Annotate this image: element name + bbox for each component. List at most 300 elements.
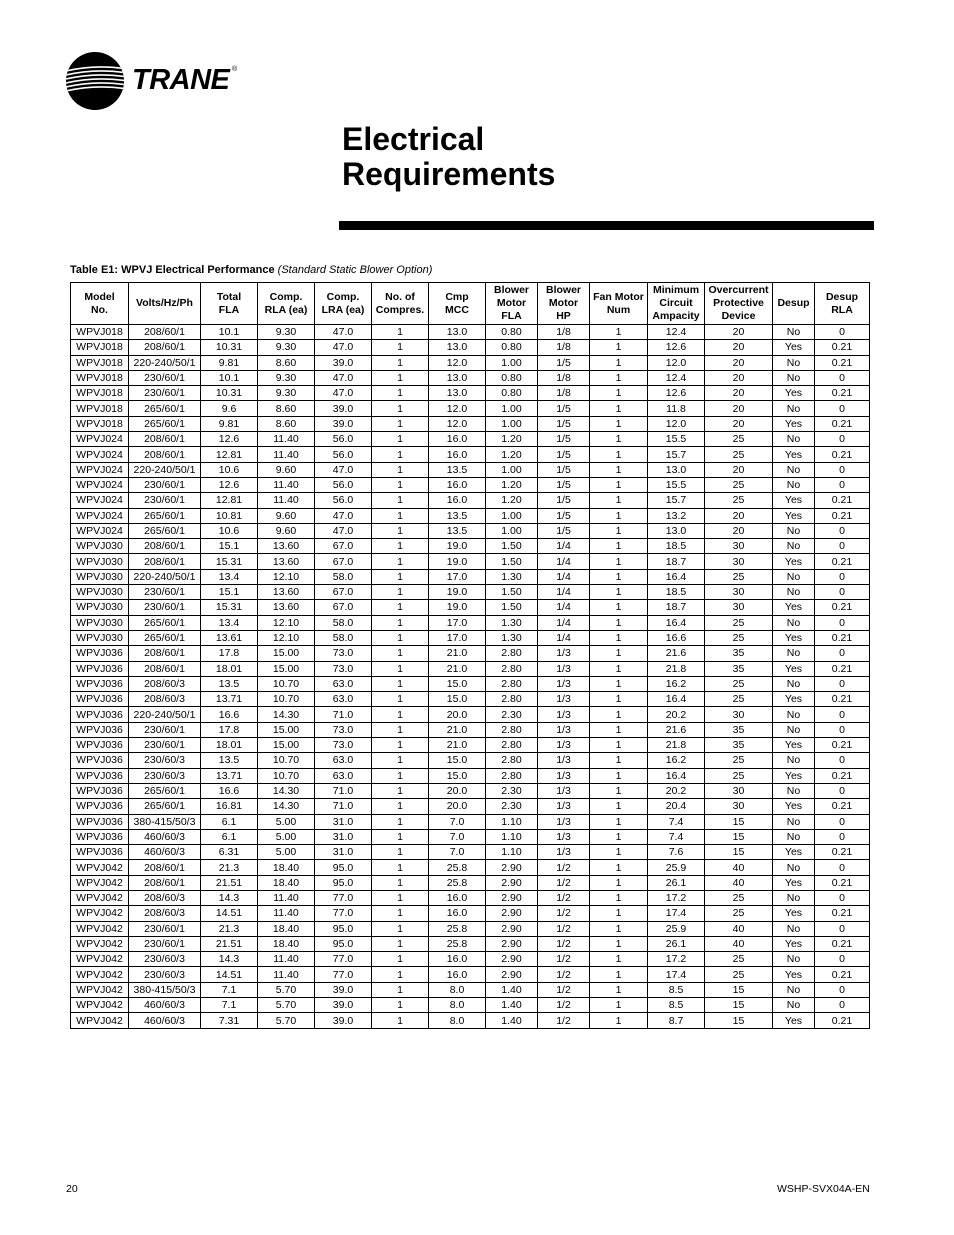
table-cell: No (773, 477, 815, 492)
table-cell: No (773, 814, 815, 829)
table-cell: 1 (590, 386, 648, 401)
table-cell: 13.2 (648, 508, 705, 523)
column-header-line: RLA (831, 303, 853, 316)
table-cell: 1 (590, 982, 648, 997)
table-cell: 9.60 (258, 508, 315, 523)
table-cell: 13.0 (429, 325, 486, 340)
table-cell: 1/2 (538, 860, 590, 875)
table-cell: 17.2 (648, 952, 705, 967)
table-cell: No (773, 982, 815, 997)
table-cell: 11.40 (258, 890, 315, 905)
table-cell: 20 (705, 401, 773, 416)
table-cell: No (773, 370, 815, 385)
table-cell: 2.30 (486, 783, 538, 798)
table-cell: 230/60/3 (129, 768, 201, 783)
column-header-line: Comp. (269, 290, 303, 303)
table-row (71, 906, 870, 921)
page-title-line2: Requirements (342, 156, 556, 192)
table-cell: 1/5 (538, 416, 590, 431)
table-cell: WPVJ024 (71, 493, 129, 508)
column-header (590, 283, 648, 325)
table-cell: 11.40 (258, 493, 315, 508)
table-cell: 95.0 (315, 921, 372, 936)
table-cell: 15 (705, 982, 773, 997)
table-cell: 1 (372, 386, 429, 401)
table-cell: 1 (590, 615, 648, 630)
table-cell: 0.21 (815, 661, 870, 676)
table-cell: 1.50 (486, 600, 538, 615)
table-cell: 13.0 (648, 462, 705, 477)
table-cell: Yes (773, 738, 815, 753)
table-cell: 39.0 (315, 1013, 372, 1028)
table-cell: 25 (705, 493, 773, 508)
table-cell: 25 (705, 890, 773, 905)
table-cell: 13.71 (201, 692, 258, 707)
table-row (71, 523, 870, 538)
table-row (71, 615, 870, 630)
table-cell: 15.5 (648, 432, 705, 447)
table-cell: 208/60/3 (129, 906, 201, 921)
table-cell: 460/60/3 (129, 1013, 201, 1028)
table-caption-note: (Standard Static Blower Option) (277, 264, 433, 276)
table-cell: 230/60/1 (129, 921, 201, 936)
table-cell: 12.4 (648, 325, 705, 340)
table-row (71, 630, 870, 645)
table-cell: 8.0 (429, 982, 486, 997)
table-cell: WPVJ036 (71, 753, 129, 768)
table-cell: 1 (372, 906, 429, 921)
table-cell: 230/60/3 (129, 967, 201, 982)
column-header-line: Ampacity (652, 310, 700, 322)
page-number: 20 (66, 1183, 78, 1195)
table-cell: 39.0 (315, 355, 372, 370)
table-cell: 19.0 (429, 585, 486, 600)
column-header-line: RLA (ea) (264, 303, 308, 316)
table-cell: 230/60/3 (129, 952, 201, 967)
table-cell: WPVJ036 (71, 829, 129, 844)
table-cell: WPVJ036 (71, 692, 129, 707)
table-cell: 15.5 (648, 477, 705, 492)
table-cell: 0 (815, 783, 870, 798)
table-cell: Yes (773, 692, 815, 707)
table-cell: 0.21 (815, 600, 870, 615)
table-cell: 13.60 (258, 539, 315, 554)
column-header-line: Motor (496, 297, 527, 309)
table-cell: 14.3 (201, 952, 258, 967)
table-cell: 380-415/50/3 (129, 814, 201, 829)
table-cell: 20.4 (648, 799, 705, 814)
table-cell: 21.0 (429, 722, 486, 737)
table-cell: Yes (773, 661, 815, 676)
table-cell: 13.5 (429, 462, 486, 477)
table-cell: Yes (773, 447, 815, 462)
table-cell: 9.60 (258, 523, 315, 538)
table-cell: 0 (815, 860, 870, 875)
table-cell: 20 (705, 508, 773, 523)
table-cell: 35 (705, 738, 773, 753)
column-header-line: Blower (545, 284, 581, 296)
table-cell: 2.80 (486, 692, 538, 707)
table-cell: Yes (773, 493, 815, 508)
table-cell: 58.0 (315, 615, 372, 630)
table-cell: 1/5 (538, 432, 590, 447)
table-cell: 15.0 (429, 768, 486, 783)
table-cell: 1 (372, 692, 429, 707)
table-cell: 19.0 (429, 539, 486, 554)
table-cell: 1/2 (538, 998, 590, 1013)
table-cell: 1/3 (538, 753, 590, 768)
table-cell: No (773, 355, 815, 370)
table-cell: 1 (372, 722, 429, 737)
table-cell: 12.0 (648, 355, 705, 370)
table-cell: 208/60/3 (129, 676, 201, 691)
table-cell: 1 (372, 829, 429, 844)
table-cell: 1 (372, 661, 429, 676)
table-cell: 11.40 (258, 906, 315, 921)
table-cell: 0.80 (486, 370, 538, 385)
table-cell: 15 (705, 814, 773, 829)
table-cell: 0 (815, 829, 870, 844)
registered-mark: ® (232, 66, 238, 73)
table-cell: 0.21 (815, 416, 870, 431)
table-cell: No (773, 998, 815, 1013)
table-cell: 58.0 (315, 569, 372, 584)
table-cell: 30 (705, 539, 773, 554)
column-header-line: FLA (218, 303, 240, 316)
table-cell: 1 (372, 600, 429, 615)
table-cell: 56.0 (315, 432, 372, 447)
table-cell: No (773, 707, 815, 722)
table-cell: 0 (815, 325, 870, 340)
table-cell: 8.60 (258, 416, 315, 431)
table-cell: 12.10 (258, 615, 315, 630)
table-cell: 0.21 (815, 906, 870, 921)
column-header (71, 283, 129, 325)
table-cell: 13.71 (201, 768, 258, 783)
table-cell: 1 (590, 585, 648, 600)
table-cell: 20.2 (648, 707, 705, 722)
table-cell: 1 (372, 676, 429, 691)
table-cell: 25.8 (429, 921, 486, 936)
table-cell: 12.81 (201, 447, 258, 462)
table-cell: 47.0 (315, 340, 372, 355)
table-cell: 1 (372, 401, 429, 416)
table-cell: 12.0 (429, 416, 486, 431)
table-cell: 40 (705, 936, 773, 951)
table-cell: 15.0 (429, 676, 486, 691)
table-cell: WPVJ036 (71, 845, 129, 860)
table-cell: 17.8 (201, 646, 258, 661)
table-cell: No (773, 539, 815, 554)
table-cell: 0 (815, 523, 870, 538)
document-id: WSHP-SVX04A-EN (777, 1183, 870, 1195)
table-cell: 2.90 (486, 906, 538, 921)
table-cell: 20 (705, 386, 773, 401)
table-cell: 1/2 (538, 952, 590, 967)
table-cell: 12.0 (429, 355, 486, 370)
table-cell: 21.6 (648, 646, 705, 661)
table-cell: 30 (705, 707, 773, 722)
table-cell: 39.0 (315, 416, 372, 431)
table-cell: 16.0 (429, 967, 486, 982)
table-cell: 1 (590, 1013, 648, 1028)
table-cell: 1 (590, 493, 648, 508)
table-caption-label: Table E1: WPVJ Electrical Performance (70, 264, 275, 276)
table-cell: 230/60/1 (129, 493, 201, 508)
table-cell: 0 (815, 921, 870, 936)
table-cell: 18.7 (648, 600, 705, 615)
table-cell: 12.4 (648, 370, 705, 385)
table-cell: 11.40 (258, 952, 315, 967)
table-cell: Yes (773, 875, 815, 890)
table-cell: 1 (590, 799, 648, 814)
table-cell: WPVJ036 (71, 661, 129, 676)
table-row (71, 692, 870, 707)
table-cell: 95.0 (315, 875, 372, 890)
table-cell: 0 (815, 814, 870, 829)
table-cell: 5.70 (258, 1013, 315, 1028)
table-cell: 1/4 (538, 554, 590, 569)
table-cell: 2.80 (486, 676, 538, 691)
table-cell: 1/3 (538, 646, 590, 661)
table-row (71, 370, 870, 385)
table-cell: 10.6 (201, 523, 258, 538)
table-cell: 208/60/1 (129, 325, 201, 340)
table-cell: 8.5 (648, 998, 705, 1013)
table-cell: 1/2 (538, 936, 590, 951)
table-row (71, 493, 870, 508)
table-row (71, 477, 870, 492)
brand-wordmark: TRANE (132, 64, 230, 96)
table-cell: 1 (372, 952, 429, 967)
table-cell: 7.4 (648, 829, 705, 844)
table-cell: 7.4 (648, 814, 705, 829)
table-cell: 1.00 (486, 523, 538, 538)
table-cell: 0.21 (815, 692, 870, 707)
table-cell: 1.40 (486, 998, 538, 1013)
table-cell: 0.21 (815, 508, 870, 523)
table-cell: 12.0 (429, 401, 486, 416)
table-cell: 1 (590, 462, 648, 477)
table-cell: 265/60/1 (129, 401, 201, 416)
table-cell: 0 (815, 569, 870, 584)
table-cell: No (773, 860, 815, 875)
table-cell: 1 (590, 432, 648, 447)
table-cell: 16.0 (429, 493, 486, 508)
table-cell: 0 (815, 753, 870, 768)
column-header-line: FLA (501, 310, 522, 322)
table-cell: 25 (705, 615, 773, 630)
table-cell: 1 (372, 768, 429, 783)
table-cell: WPVJ042 (71, 998, 129, 1013)
table-cell: 1 (590, 539, 648, 554)
table-cell: WPVJ030 (71, 539, 129, 554)
table-cell: 1 (372, 860, 429, 875)
table-cell: 1.50 (486, 585, 538, 600)
table-cell: 16.6 (201, 707, 258, 722)
table-cell: 1.30 (486, 569, 538, 584)
table-cell: No (773, 753, 815, 768)
table-cell: 95.0 (315, 860, 372, 875)
table-cell: 6.1 (201, 829, 258, 844)
table-cell: 21.8 (648, 661, 705, 676)
table-row (71, 799, 870, 814)
table-cell: 1 (372, 355, 429, 370)
table-cell: 35 (705, 722, 773, 737)
table-cell: 1 (590, 370, 648, 385)
table-cell: 77.0 (315, 890, 372, 905)
table-cell: 2.90 (486, 967, 538, 982)
table-cell: No (773, 585, 815, 600)
table-cell: 1 (372, 325, 429, 340)
table-cell: 0.80 (486, 386, 538, 401)
table-cell: 1/5 (538, 355, 590, 370)
table-cell: 1/3 (538, 661, 590, 676)
table-cell: 1.10 (486, 814, 538, 829)
table-cell: 63.0 (315, 692, 372, 707)
column-header (129, 283, 201, 325)
table-cell: 15.0 (429, 692, 486, 707)
table-cell: 7.31 (201, 1013, 258, 1028)
table-cell: 1.00 (486, 508, 538, 523)
table-cell: 13.5 (201, 753, 258, 768)
table-cell: 25.8 (429, 936, 486, 951)
table-cell: 1/4 (538, 600, 590, 615)
table-cell: 1/3 (538, 722, 590, 737)
table-cell: No (773, 401, 815, 416)
table-cell: 1.00 (486, 401, 538, 416)
table-cell: 1/2 (538, 875, 590, 890)
page-title (342, 122, 555, 192)
table-cell: 1/5 (538, 493, 590, 508)
table-cell: No (773, 569, 815, 584)
table-cell: 1 (590, 707, 648, 722)
table-cell: 77.0 (315, 967, 372, 982)
table-cell: 1 (590, 875, 648, 890)
table-cell: 17.0 (429, 630, 486, 645)
column-header-line: Desup (777, 297, 810, 309)
table-cell: 265/60/1 (129, 416, 201, 431)
table-cell: 1 (590, 355, 648, 370)
table-cell: 1/2 (538, 921, 590, 936)
table-cell: 15 (705, 845, 773, 860)
table-cell: 2.30 (486, 799, 538, 814)
table-cell: 2.90 (486, 936, 538, 951)
table-cell: WPVJ018 (71, 401, 129, 416)
table-cell: 25.9 (648, 860, 705, 875)
column-header-line: Cmp (445, 290, 469, 303)
table-cell: 14.51 (201, 906, 258, 921)
table-cell: 1 (590, 661, 648, 676)
table-cell: 15 (705, 1013, 773, 1028)
table-cell: 1/5 (538, 462, 590, 477)
column-header-line: Model (84, 290, 115, 303)
table-cell: 1 (372, 523, 429, 538)
table-cell: 1 (372, 370, 429, 385)
table-row (71, 539, 870, 554)
table-cell: 1 (372, 569, 429, 584)
table-cell: 35 (705, 646, 773, 661)
table-cell: WPVJ042 (71, 906, 129, 921)
table-cell: 1 (590, 860, 648, 875)
column-header (372, 283, 429, 325)
table-cell: 5.70 (258, 998, 315, 1013)
table-row (71, 401, 870, 416)
table-cell: 13.60 (258, 600, 315, 615)
table-cell: 67.0 (315, 600, 372, 615)
table-row (71, 325, 870, 340)
table-cell: 73.0 (315, 646, 372, 661)
table-cell: 10.70 (258, 768, 315, 783)
table-cell: 16.0 (429, 906, 486, 921)
table-cell: 0 (815, 646, 870, 661)
table-cell: 13.5 (201, 676, 258, 691)
table-cell: WPVJ024 (71, 462, 129, 477)
table-cell: 13.5 (429, 523, 486, 538)
table-cell: 1 (590, 998, 648, 1013)
table-cell: 1 (590, 967, 648, 982)
table-cell: No (773, 722, 815, 737)
table-cell: 1 (590, 921, 648, 936)
table-cell: 1/5 (538, 508, 590, 523)
table-cell: 1 (372, 738, 429, 753)
table-cell: 1/2 (538, 1013, 590, 1028)
table-cell: 16.2 (648, 676, 705, 691)
table-cell: 220-240/50/1 (129, 707, 201, 722)
table-cell: 6.31 (201, 845, 258, 860)
table-cell: 25 (705, 477, 773, 492)
table-cell: 71.0 (315, 799, 372, 814)
table-cell: 15 (705, 998, 773, 1013)
table-cell: 9.30 (258, 325, 315, 340)
table-cell: 0.21 (815, 768, 870, 783)
table-cell: WPVJ042 (71, 982, 129, 997)
table-cell: 1/5 (538, 401, 590, 416)
table-row (71, 921, 870, 936)
table-cell: 1 (590, 676, 648, 691)
table-cell: 31.0 (315, 829, 372, 844)
column-header (773, 283, 815, 325)
table-row (71, 967, 870, 982)
table-cell: 35 (705, 661, 773, 676)
table-cell: WPVJ042 (71, 875, 129, 890)
table-cell: 11.8 (648, 401, 705, 416)
table-cell: 25 (705, 768, 773, 783)
table-cell: 0 (815, 401, 870, 416)
table-cell: 1 (590, 523, 648, 538)
table-cell: 10.1 (201, 370, 258, 385)
table-cell: Yes (773, 799, 815, 814)
table-cell: 0.21 (815, 493, 870, 508)
table-cell: 16.2 (648, 753, 705, 768)
table-row (71, 845, 870, 860)
table-cell: WPVJ024 (71, 447, 129, 462)
table-cell: 0 (815, 370, 870, 385)
table-cell: 0.21 (815, 936, 870, 951)
table-cell: 1 (372, 921, 429, 936)
column-header-line: Desup (825, 290, 859, 303)
table-cell: 25 (705, 967, 773, 982)
table-cell: 1.20 (486, 477, 538, 492)
table-cell: 0 (815, 539, 870, 554)
table-cell: 18.5 (648, 585, 705, 600)
table-row (71, 998, 870, 1013)
table-cell: 1 (590, 646, 648, 661)
table-cell: 1 (372, 646, 429, 661)
table-cell: 21.3 (201, 860, 258, 875)
table-row (71, 355, 870, 370)
table-cell: 25 (705, 753, 773, 768)
